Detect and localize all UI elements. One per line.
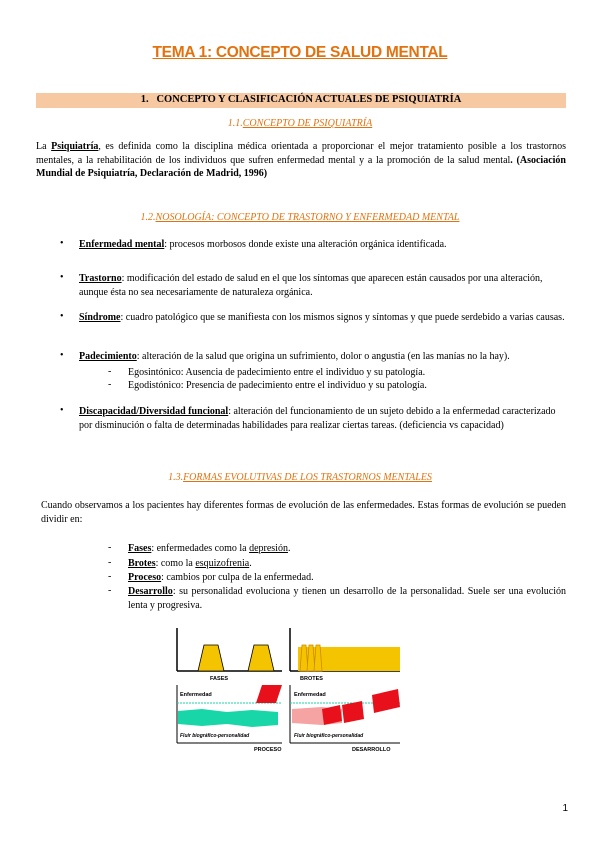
evolution-intro: Cuando observamos a los pacientes hay diferentes formas de evolución de las enfermedades. Estas formas de evolución se pueden dividir en:: [41, 500, 566, 525]
definition-term: Trastorno: [79, 273, 122, 284]
subsection-1-3-number: 1.3.: [168, 472, 184, 483]
form-end: .: [287, 543, 291, 554]
definition-term: Discapacidad/Diversidad funcional: [79, 406, 229, 417]
form-term: Fases: [128, 543, 152, 554]
subsection-1-1-number: 1.1.: [227, 118, 243, 129]
form-link[interactable]: esquizofrenia: [195, 558, 250, 569]
definition-term: Enfermedad mental: [79, 239, 165, 250]
form-term: Desarrollo: [128, 586, 173, 597]
subsection-1-1-title: CONCEPTO DE PSIQUIATRÍA: [242, 118, 373, 129]
form-text: : su personalidad evoluciona y tienen un desarrollo de la personalidad. Suele ser una evolución lenta y progresiva.: [128, 586, 566, 611]
proceso-label: PROCESO: [254, 747, 282, 753]
desarrollo-enfermedad-label: Enfermedad: [294, 692, 326, 698]
subsection-1-3-title: FORMAS EVOLUTIVAS DE LOS TRASTORNOS MENTALES: [183, 472, 432, 483]
padecimiento-subitem: Egodistónico: Presencia de padecimiento entre el individuo y su patología.: [128, 380, 427, 391]
definition-text: : alteración de la salud que origina un sufrimiento, dolor o angustia (en las manías no la hay).: [136, 351, 510, 362]
definition-text: : alteración del funcionamiento de un sujeto debido a la enfermedad caracterizado por disminución o falta de determinadas habilidades para realizar ciertas tareas. (deficiencia vs capacidad): [79, 406, 556, 431]
intro-paragraph: [36, 140, 566, 181]
subsection-1-2-title: NOSOLOGÍA: CONCEPTO DE TRASTORNO Y ENFERMEDAD MENTAL: [155, 212, 460, 223]
desarrollo-panel: [290, 685, 400, 753]
section-1-heading: [36, 94, 566, 105]
padecimiento-subitem: Egosintónico: Ausencia de padecimiento entre el individuo y su patología.: [128, 367, 426, 378]
evolution-form-item: [128, 585, 566, 612]
proceso-illness-shape: [256, 685, 282, 703]
form-term: Proceso: [128, 572, 162, 583]
form-term: Brotes: [128, 558, 156, 569]
desarrollo-red-step-2: [342, 701, 364, 723]
dash-icon: -: [108, 571, 112, 582]
fases-panel: [177, 628, 282, 682]
brotes-panel: [290, 628, 400, 682]
desarrollo-red-step-3: [372, 689, 400, 713]
fases-episode-1: [198, 645, 224, 671]
dash-icon: -: [108, 557, 112, 568]
bullet-icon: •: [60, 405, 64, 416]
definition-item: [79, 405, 567, 432]
dash-icon: -: [108, 366, 112, 377]
form-text: : enfermedades como la: [151, 543, 250, 554]
section-1-title: CONCEPTO Y CLASIFICACIÓN ACTUALES DE PSIQUIATRÍA: [156, 94, 462, 105]
dash-icon: -: [108, 585, 112, 596]
brotes-label: BROTES: [300, 676, 323, 682]
bullet-icon: •: [60, 350, 64, 361]
document-title: TEMA 1: CONCEPTO DE SALUD MENTAL: [152, 44, 448, 61]
desarrollo-fluir-label: Fluir biográfico-personalidad: [294, 733, 364, 739]
form-text: : como la: [155, 558, 196, 569]
dash-icon: -: [108, 542, 112, 553]
definition-item: [79, 272, 567, 299]
definition-item: [79, 311, 567, 325]
evolution-form-item: [128, 571, 566, 585]
subsection-1-1-heading: [0, 118, 600, 129]
fases-episode-2: [248, 645, 274, 671]
page-number: 1: [562, 803, 568, 814]
form-end: .: [249, 558, 252, 569]
bullet-icon: •: [60, 238, 64, 249]
evolution-form-item: [128, 542, 566, 556]
intro-text: , es definida como la disciplina médica orientada a proporcionar el mejor tratamiento posible a los trastornos mentales, a la rehabilitación de los individuos que sufren enfermedad mental y a la promoción de la salud mental: [36, 141, 566, 166]
desarrollo-label: DESARROLLO: [352, 747, 391, 753]
proceso-panel: [177, 685, 282, 753]
definition-item: [79, 238, 567, 252]
form-link[interactable]: depresión: [249, 543, 288, 554]
intro-prefix: La: [36, 141, 52, 152]
definition-text: : procesos morbosos donde existe una alteración orgánica identificada.: [164, 239, 447, 250]
intro-citation: . (Asociación Mundial de Psiquiatría, Declaración de Madrid, 1996): [36, 154, 566, 179]
evolution-forms-figure: [172, 625, 404, 753]
proceso-enfermedad-label: Enfermedad: [180, 692, 212, 698]
subsection-1-2-heading: [0, 212, 600, 223]
definition-text: : modificación del estado de salud en el que los síntomas que aparecen están causados por una alteración, aunque ésta no sea necesariamente de naturaleza orgánica.: [79, 273, 543, 298]
evolution-form-item: [128, 557, 566, 571]
intro-term: Psiquiatría: [51, 141, 99, 152]
proceso-biography-band: [178, 709, 278, 727]
fases-label: FASES: [210, 676, 229, 682]
definition-item: [79, 350, 567, 364]
form-text: : cambios por culpa de la enfermedad.: [161, 572, 314, 583]
section-1-number: 1.: [140, 94, 149, 105]
definition-text: : cuadro patológico que se manifiesta con los mismos signos y síntomas y que puede serdebido a varias causas.: [120, 312, 565, 323]
bullet-icon: •: [60, 311, 64, 322]
subsection-1-3-heading: [0, 472, 600, 483]
bullet-icon: •: [60, 272, 64, 283]
definition-term: Padecimiento: [79, 351, 137, 362]
definition-term: Síndrome: [79, 312, 121, 323]
proceso-fluir-label: Fluir biográfico-personalidad: [180, 733, 250, 739]
dash-icon: -: [108, 379, 112, 390]
subsection-1-2-number: 1.2.: [140, 212, 156, 223]
